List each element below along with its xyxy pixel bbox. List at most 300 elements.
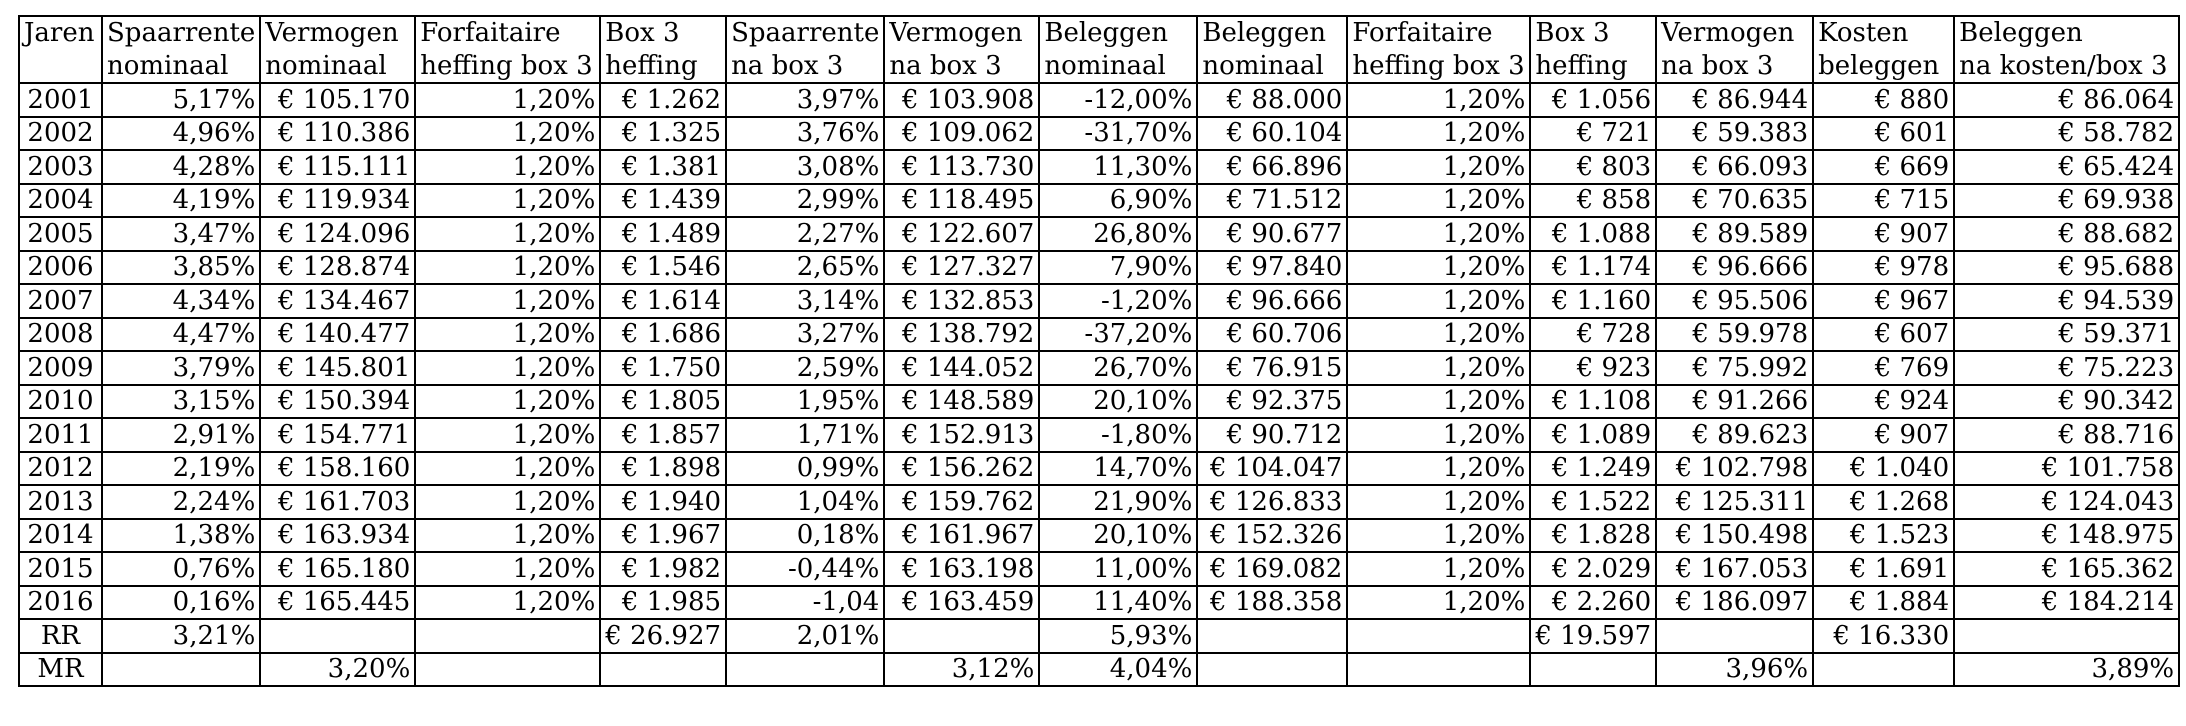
data-cell: 3,12%: [884, 653, 1039, 687]
data-cell: € 90.712: [1197, 418, 1347, 452]
data-cell: 1,71%: [726, 418, 884, 452]
data-cell: 2,24%: [102, 485, 260, 519]
data-cell: € 1.884: [1813, 586, 1954, 620]
data-cell: -37,20%: [1039, 318, 1197, 352]
data-cell: € 88.000: [1197, 83, 1347, 117]
data-cell: 1,20%: [1347, 284, 1530, 318]
data-cell: € 59.978: [1656, 318, 1813, 352]
table-row: [19, 452, 2179, 486]
data-cell: 1,04%: [726, 485, 884, 519]
data-cell: [1347, 653, 1530, 687]
data-cell: 3,21%: [102, 619, 260, 653]
data-cell: 1,20%: [415, 284, 600, 318]
data-cell: € 159.762: [884, 485, 1039, 519]
row-label-cell: 2003: [19, 150, 102, 184]
data-cell: € 601: [1813, 117, 1954, 151]
data-cell: 3,85%: [102, 251, 260, 285]
header-cell: Beleggen: [1954, 16, 2179, 50]
data-cell: 1,20%: [1347, 150, 1530, 184]
table-row: [19, 83, 2179, 117]
header-cell: heffing box 3: [415, 50, 600, 84]
header-cell: nominaal: [260, 50, 415, 84]
data-cell: 1,20%: [1347, 184, 1530, 218]
data-cell: € 1.108: [1530, 385, 1656, 419]
data-cell: € 2.029: [1530, 552, 1656, 586]
data-cell: 5,93%: [1039, 619, 1197, 653]
data-cell: € 59.371: [1954, 318, 2179, 352]
data-cell: € 104.047: [1197, 452, 1347, 486]
data-cell: [1530, 653, 1656, 687]
data-cell: 1,20%: [1347, 552, 1530, 586]
data-cell: 1,20%: [415, 318, 600, 352]
data-cell: € 125.311: [1656, 485, 1813, 519]
data-cell: € 163.934: [260, 519, 415, 553]
data-cell: 0,99%: [726, 452, 884, 486]
data-cell: -0,44%: [726, 552, 884, 586]
data-cell: 1,20%: [1347, 318, 1530, 352]
data-cell: 4,47%: [102, 318, 260, 352]
data-cell: € 89.623: [1656, 418, 1813, 452]
row-label-cell: 2007: [19, 284, 102, 318]
row-label-cell: 2015: [19, 552, 102, 586]
data-cell: € 186.097: [1656, 586, 1813, 620]
header-cell: Vermogen: [260, 16, 415, 50]
data-cell: 3,08%: [726, 150, 884, 184]
row-label-cell: 2008: [19, 318, 102, 352]
data-cell: 3,20%: [260, 653, 415, 687]
data-cell: € 124.043: [1954, 485, 2179, 519]
data-cell: 6,90%: [1039, 184, 1197, 218]
data-cell: 1,20%: [1347, 485, 1530, 519]
data-cell: [600, 653, 726, 687]
data-cell: € 156.262: [884, 452, 1039, 486]
data-cell: 1,20%: [415, 552, 600, 586]
data-cell: € 76.915: [1197, 351, 1347, 385]
data-cell: 0,76%: [102, 552, 260, 586]
data-cell: 4,19%: [102, 184, 260, 218]
data-cell: 1,20%: [415, 251, 600, 285]
data-cell: € 152.913: [884, 418, 1039, 452]
header-cell: heffing: [600, 50, 726, 84]
data-cell: € 118.495: [884, 184, 1039, 218]
data-cell: € 75.223: [1954, 351, 2179, 385]
data-cell: € 163.459: [884, 586, 1039, 620]
data-cell: 2,01%: [726, 619, 884, 653]
data-cell: € 26.927: [600, 619, 726, 653]
data-cell: 1,20%: [415, 217, 600, 251]
data-cell: 21,90%: [1039, 485, 1197, 519]
data-cell: € 96.666: [1197, 284, 1347, 318]
data-cell: € 150.498: [1656, 519, 1813, 553]
header-cell: na box 3: [726, 50, 884, 84]
header-cell: [19, 50, 102, 84]
table-row: [19, 385, 2179, 419]
data-cell: € 1.805: [600, 385, 726, 419]
data-cell: € 96.666: [1656, 251, 1813, 285]
data-cell: 1,20%: [1347, 418, 1530, 452]
header-cell: na box 3: [1656, 50, 1813, 84]
data-cell: € 161.967: [884, 519, 1039, 553]
data-cell: € 92.375: [1197, 385, 1347, 419]
header-cell: Beleggen: [1039, 16, 1197, 50]
data-cell: € 1.750: [600, 351, 726, 385]
data-cell: € 1.898: [600, 452, 726, 486]
row-label-cell: 2004: [19, 184, 102, 218]
data-cell: € 115.111: [260, 150, 415, 184]
header-row-1: [19, 16, 2179, 50]
data-cell: € 148.975: [1954, 519, 2179, 553]
data-cell: € 1.325: [600, 117, 726, 151]
data-cell: 4,96%: [102, 117, 260, 151]
data-cell: 1,20%: [1347, 586, 1530, 620]
data-cell: 2,65%: [726, 251, 884, 285]
data-cell: 26,70%: [1039, 351, 1197, 385]
data-cell: € 86.944: [1656, 83, 1813, 117]
data-cell: 3,15%: [102, 385, 260, 419]
data-cell: 5,17%: [102, 83, 260, 117]
data-cell: € 69.938: [1954, 184, 2179, 218]
data-cell: 1,20%: [415, 418, 600, 452]
data-cell: € 169.082: [1197, 552, 1347, 586]
data-cell: € 1.089: [1530, 418, 1656, 452]
header-cell: nominaal: [1197, 50, 1347, 84]
data-cell: [1813, 653, 1954, 687]
data-cell: € 924: [1813, 385, 1954, 419]
data-cell: € 95.506: [1656, 284, 1813, 318]
data-cell: € 2.260: [1530, 586, 1656, 620]
data-cell: € 978: [1813, 251, 1954, 285]
header-cell: Kosten: [1813, 16, 1954, 50]
data-cell: -1,20%: [1039, 284, 1197, 318]
data-cell: € 95.688: [1954, 251, 2179, 285]
data-cell: € 1.262: [600, 83, 726, 117]
data-cell: 1,20%: [1347, 251, 1530, 285]
data-cell: 26,80%: [1039, 217, 1197, 251]
data-cell: € 1.523: [1813, 519, 1954, 553]
data-cell: € 858: [1530, 184, 1656, 218]
data-cell: € 119.934: [260, 184, 415, 218]
data-cell: 14,70%: [1039, 452, 1197, 486]
data-cell: € 715: [1813, 184, 1954, 218]
header-cell: heffing box 3: [1347, 50, 1530, 84]
data-cell: 1,20%: [415, 150, 600, 184]
data-cell: [102, 653, 260, 687]
data-cell: 1,20%: [1347, 519, 1530, 553]
table-row: [19, 485, 2179, 519]
data-cell: 4,34%: [102, 284, 260, 318]
data-cell: € 126.833: [1197, 485, 1347, 519]
data-cell: € 1.174: [1530, 251, 1656, 285]
table-row: [19, 150, 2179, 184]
data-cell: € 124.096: [260, 217, 415, 251]
data-cell: € 65.424: [1954, 150, 2179, 184]
data-cell: [884, 619, 1039, 653]
data-cell: € 71.512: [1197, 184, 1347, 218]
data-cell: € 145.801: [260, 351, 415, 385]
data-cell: [726, 653, 884, 687]
data-cell: € 105.170: [260, 83, 415, 117]
data-cell: € 158.160: [260, 452, 415, 486]
data-cell: € 1.614: [600, 284, 726, 318]
data-cell: 1,20%: [415, 586, 600, 620]
header-cell: na kosten/box 3: [1954, 50, 2179, 84]
data-cell: € 967: [1813, 284, 1954, 318]
data-cell: 2,91%: [102, 418, 260, 452]
data-cell: € 152.326: [1197, 519, 1347, 553]
table-row: [19, 351, 2179, 385]
data-cell: € 102.798: [1656, 452, 1813, 486]
header-cell: na box 3: [884, 50, 1039, 84]
table-row: [19, 284, 2179, 318]
row-label-cell: 2012: [19, 452, 102, 486]
data-cell: 2,99%: [726, 184, 884, 218]
data-cell: 1,20%: [415, 385, 600, 419]
table-row: [19, 217, 2179, 251]
data-cell: € 70.635: [1656, 184, 1813, 218]
data-cell: € 1.857: [600, 418, 726, 452]
header-cell: Spaarrente: [102, 16, 260, 50]
table-row: [19, 586, 2179, 620]
data-cell: € 880: [1813, 83, 1954, 117]
data-cell: € 154.771: [260, 418, 415, 452]
data-cell: 4,28%: [102, 150, 260, 184]
data-cell: -12,00%: [1039, 83, 1197, 117]
header-cell: nominaal: [1039, 50, 1197, 84]
data-cell: € 97.840: [1197, 251, 1347, 285]
row-label-cell: 2006: [19, 251, 102, 285]
data-cell: [1954, 619, 2179, 653]
table-row: [19, 418, 2179, 452]
data-cell: € 91.266: [1656, 385, 1813, 419]
data-cell: 1,20%: [415, 452, 600, 486]
data-cell: € 1.160: [1530, 284, 1656, 318]
table-row: [19, 519, 2179, 553]
table-row: [19, 619, 2179, 653]
table-row: [19, 318, 2179, 352]
data-cell: € 907: [1813, 217, 1954, 251]
data-cell: 7,90%: [1039, 251, 1197, 285]
data-cell: 1,20%: [415, 485, 600, 519]
data-cell: 2,19%: [102, 452, 260, 486]
header-cell: Beleggen: [1197, 16, 1347, 50]
header-cell: Vermogen: [884, 16, 1039, 50]
data-cell: -1,80%: [1039, 418, 1197, 452]
data-cell: € 16.330: [1813, 619, 1954, 653]
data-cell: € 803: [1530, 150, 1656, 184]
data-cell: € 132.853: [884, 284, 1039, 318]
data-cell: € 1.249: [1530, 452, 1656, 486]
data-cell: € 138.792: [884, 318, 1039, 352]
data-cell: 0,18%: [726, 519, 884, 553]
data-cell: € 165.180: [260, 552, 415, 586]
data-cell: 11,30%: [1039, 150, 1197, 184]
header-cell: Box 3: [600, 16, 726, 50]
data-cell: € 101.758: [1954, 452, 2179, 486]
data-cell: 1,20%: [415, 184, 600, 218]
table-row: [19, 653, 2179, 687]
data-cell: € 1.489: [600, 217, 726, 251]
data-cell: € 1.381: [600, 150, 726, 184]
data-cell: € 60.104: [1197, 117, 1347, 151]
data-cell: € 1.691: [1813, 552, 1954, 586]
data-cell: 1,20%: [415, 519, 600, 553]
data-cell: € 1.546: [600, 251, 726, 285]
data-cell: 3,76%: [726, 117, 884, 151]
data-cell: [1197, 653, 1347, 687]
data-cell: 3,89%: [1954, 653, 2179, 687]
table-row: [19, 117, 2179, 151]
data-cell: € 669: [1813, 150, 1954, 184]
data-cell: € 94.539: [1954, 284, 2179, 318]
data-cell: -1,04: [726, 586, 884, 620]
data-cell: 2,27%: [726, 217, 884, 251]
header-cell: Spaarrente: [726, 16, 884, 50]
data-cell: 11,00%: [1039, 552, 1197, 586]
data-cell: [260, 619, 415, 653]
data-cell: 1,20%: [1347, 117, 1530, 151]
header-cell: beleggen: [1813, 50, 1954, 84]
data-cell: 20,10%: [1039, 385, 1197, 419]
table-row: [19, 184, 2179, 218]
data-cell: € 728: [1530, 318, 1656, 352]
data-cell: 1,38%: [102, 519, 260, 553]
data-cell: 0,16%: [102, 586, 260, 620]
data-cell: € 150.394: [260, 385, 415, 419]
spreadsheet-table: [18, 15, 2180, 687]
data-cell: € 1.828: [1530, 519, 1656, 553]
data-cell: 3,97%: [726, 83, 884, 117]
header-cell: Forfaitaire: [415, 16, 600, 50]
data-cell: € 66.093: [1656, 150, 1813, 184]
data-cell: € 769: [1813, 351, 1954, 385]
header-cell: Vermogen: [1656, 16, 1813, 50]
data-cell: € 1.268: [1813, 485, 1954, 519]
data-cell: € 86.064: [1954, 83, 2179, 117]
data-cell: 1,20%: [1347, 83, 1530, 117]
data-cell: € 1.056: [1530, 83, 1656, 117]
data-cell: 1,95%: [726, 385, 884, 419]
data-cell: [1347, 619, 1530, 653]
data-cell: 1,20%: [415, 83, 600, 117]
row-label-cell: 2009: [19, 351, 102, 385]
data-cell: -31,70%: [1039, 117, 1197, 151]
table-row: [19, 552, 2179, 586]
data-cell: 3,96%: [1656, 653, 1813, 687]
data-cell: € 128.874: [260, 251, 415, 285]
data-cell: € 88.716: [1954, 418, 2179, 452]
data-cell: € 1.686: [600, 318, 726, 352]
data-cell: € 90.677: [1197, 217, 1347, 251]
data-cell: € 144.052: [884, 351, 1039, 385]
data-cell: € 75.992: [1656, 351, 1813, 385]
data-cell: € 721: [1530, 117, 1656, 151]
data-cell: 3,79%: [102, 351, 260, 385]
data-cell: 1,20%: [1347, 385, 1530, 419]
data-cell: € 184.214: [1954, 586, 2179, 620]
data-cell: € 907: [1813, 418, 1954, 452]
data-cell: 3,27%: [726, 318, 884, 352]
data-cell: € 1.967: [600, 519, 726, 553]
data-cell: € 90.342: [1954, 385, 2179, 419]
data-cell: € 1.940: [600, 485, 726, 519]
data-cell: € 1.439: [600, 184, 726, 218]
data-cell: € 188.358: [1197, 586, 1347, 620]
data-cell: € 163.198: [884, 552, 1039, 586]
data-cell: € 140.477: [260, 318, 415, 352]
data-cell: [1656, 619, 1813, 653]
data-cell: € 109.062: [884, 117, 1039, 151]
data-cell: € 923: [1530, 351, 1656, 385]
data-cell: € 59.383: [1656, 117, 1813, 151]
header-row-2: [19, 50, 2179, 84]
header-cell: heffing: [1530, 50, 1656, 84]
header-cell: nominaal: [102, 50, 260, 84]
row-label-cell: 2011: [19, 418, 102, 452]
data-cell: € 1.522: [1530, 485, 1656, 519]
data-cell: € 1.040: [1813, 452, 1954, 486]
header-cell: Box 3: [1530, 16, 1656, 50]
data-cell: € 60.706: [1197, 318, 1347, 352]
data-cell: 1,20%: [415, 351, 600, 385]
data-cell: € 1.982: [600, 552, 726, 586]
data-cell: € 167.053: [1656, 552, 1813, 586]
table-row: [19, 251, 2179, 285]
data-cell: € 66.896: [1197, 150, 1347, 184]
data-cell: € 88.682: [1954, 217, 2179, 251]
row-label-cell: 2005: [19, 217, 102, 251]
row-label-cell: 2013: [19, 485, 102, 519]
data-cell: 20,10%: [1039, 519, 1197, 553]
data-cell: € 148.589: [884, 385, 1039, 419]
data-cell: € 127.327: [884, 251, 1039, 285]
row-label-cell: MR: [19, 653, 102, 687]
data-cell: 2,59%: [726, 351, 884, 385]
data-cell: 1,20%: [415, 117, 600, 151]
data-cell: 1,20%: [1347, 217, 1530, 251]
data-cell: [1197, 619, 1347, 653]
data-cell: € 607: [1813, 318, 1954, 352]
data-cell: 1,20%: [1347, 351, 1530, 385]
data-cell: 3,47%: [102, 217, 260, 251]
header-cell: Forfaitaire: [1347, 16, 1530, 50]
data-cell: € 134.467: [260, 284, 415, 318]
header-cell: Jaren: [19, 16, 102, 50]
data-cell: € 1.088: [1530, 217, 1656, 251]
data-cell: € 1.985: [600, 586, 726, 620]
row-label-cell: 2010: [19, 385, 102, 419]
data-cell: € 161.703: [260, 485, 415, 519]
data-cell: € 110.386: [260, 117, 415, 151]
data-cell: € 165.362: [1954, 552, 2179, 586]
data-cell: € 103.908: [884, 83, 1039, 117]
data-cell: € 89.589: [1656, 217, 1813, 251]
data-cell: 11,40%: [1039, 586, 1197, 620]
data-cell: € 19.597: [1530, 619, 1656, 653]
data-cell: 4,04%: [1039, 653, 1197, 687]
row-label-cell: RR: [19, 619, 102, 653]
data-cell: € 58.782: [1954, 117, 2179, 151]
row-label-cell: 2001: [19, 83, 102, 117]
data-cell: € 113.730: [884, 150, 1039, 184]
data-cell: € 122.607: [884, 217, 1039, 251]
data-cell: 3,14%: [726, 284, 884, 318]
data-cell: [415, 653, 600, 687]
row-label-cell: 2002: [19, 117, 102, 151]
row-label-cell: 2014: [19, 519, 102, 553]
row-label-cell: 2016: [19, 586, 102, 620]
data-cell: € 165.445: [260, 586, 415, 620]
data-cell: [415, 619, 600, 653]
